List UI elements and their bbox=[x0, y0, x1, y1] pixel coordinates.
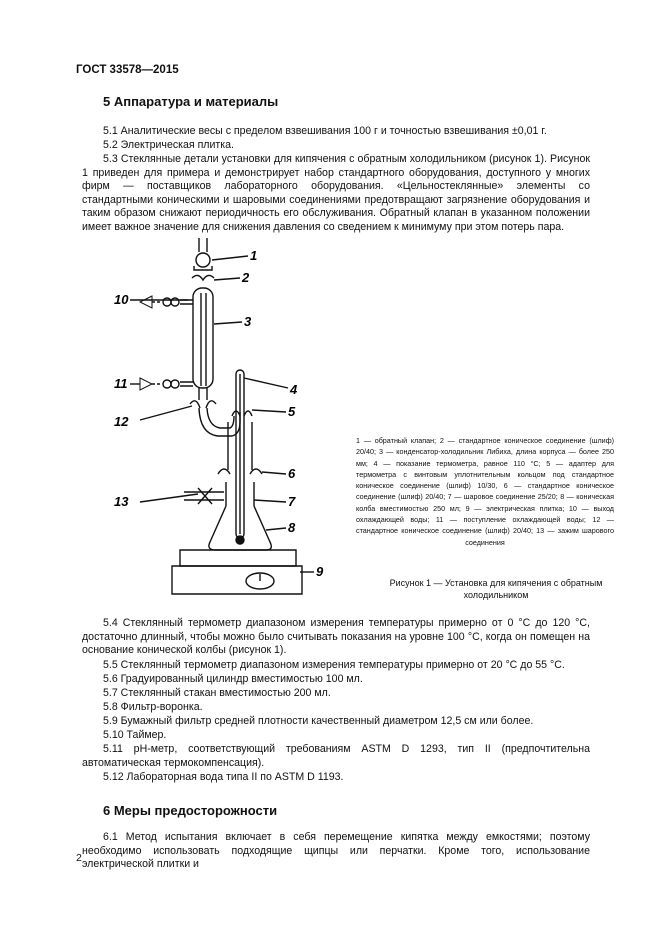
figure-label-2: 2 bbox=[242, 270, 250, 285]
para-5-3: 5.3 Стеклянные детали установки для кипячения с обратным холодильником (рисунок 1). Рисунок 1 приведен для примера и демонстрирует набор стандартного оборудования, доступного у многих фирм — поставщиков лабораторного оборудования. «Цельностеклянные» элементы со стандартными коническими и шаровыми соединениями предотвращают загрязнение оборудования и таким образом снижают периодичность его обслуживания. Обратный клапан в указанном положении имеет важное значение для снижения давления со сведением к минимуму при этом потерь пара. bbox=[82, 153, 590, 233]
figure-caption: 1 — обратный клапан; 2 — стандартное коническое соединение (шлиф) 20/40; 3 — конденсатор-холодильник Либиха, длина корпуса — более 250 мм; 4 — показание термометра, равное 110 °С; 5 — адаптер для термометра с винтовым уплотнительным кольцом под стандартное коническое соединение (шлиф) 10/30, 6 — стандартное коническое соединение (шлиф) 20/40; 7 — шаровое соединение 25/20; 8 — коническая колба вместимостью 250 мл; 9 — электрическая плитка; 10 — выход охлаждающей воды; 11 — поступление охлаждающей воды; 12 — стандартное коническое соединение (шлиф) 20/40; 13 — зажим шарового соединения bbox=[356, 436, 614, 547]
para-5-2: 5.2 Электрическая плитка. bbox=[103, 139, 234, 151]
para-5-12: 5.12 Лабораторная вода типа II по ASTM D 1193. bbox=[103, 771, 344, 783]
figure-label-13: 13 bbox=[114, 494, 129, 509]
page-number: 2 bbox=[76, 852, 82, 864]
section-5-title: 5 Аппаратура и материалы bbox=[103, 94, 279, 109]
para-6-1: 6.1 Метод испытания включает в себя перемещение кипятка между емкостями; поэтому необходимо использовать подходящие щипцы или перчатки. Кроме того, использование электрической плитки и bbox=[82, 831, 590, 871]
figure-label-7: 7 bbox=[288, 494, 296, 509]
para-5-11: 5.11 pH-метр, соответствующий требованиям ASTM D 1293, тип II (предпочтительна автоматическая термокомпенсация). bbox=[82, 743, 590, 769]
para-5-1: 5.1 Аналитические весы с пределом взвешивания 100 г и точностью взвешивания ±0,01 г. bbox=[103, 125, 547, 137]
figure-label-9: 9 bbox=[316, 564, 324, 579]
figure-label-8: 8 bbox=[288, 520, 296, 535]
para-5-10: 5.10 Таймер. bbox=[103, 729, 167, 741]
section-6-title: 6 Меры предосторожности bbox=[103, 803, 278, 818]
para-5-4: 5.4 Стеклянный термометр диапазоном измерения температуры примерно от 0 °С до 120 °С, достаточно длинный, чтобы можно было считывать показания на уровне 100 °С, когда он помещен на основание конической колбы (рисунок 1). bbox=[82, 617, 590, 657]
figure-label-12: 12 bbox=[114, 414, 129, 429]
figure-label-10: 10 bbox=[114, 292, 129, 307]
figure-label-4: 4 bbox=[290, 382, 298, 397]
document-header: ГОСТ 33578—2015 bbox=[76, 64, 179, 76]
figure-label-6: 6 bbox=[288, 466, 296, 481]
reflux-apparatus-figure bbox=[100, 238, 340, 600]
para-5-5: 5.5 Стеклянный термометр диапазоном измерения температуры примерно от 20 °С до 55 °С. bbox=[103, 659, 565, 671]
para-5-6: 5.6 Градуированный цилиндр вместимостью 100 мл. bbox=[103, 673, 363, 685]
para-5-8: 5.8 Фильтр-воронка. bbox=[103, 701, 203, 713]
para-5-9: 5.9 Бумажный фильтр средней плотности качественный диаметром 12,5 см или более. bbox=[103, 715, 534, 727]
figure-label-3: 3 bbox=[244, 314, 252, 329]
figure-label-5: 5 bbox=[288, 404, 296, 419]
figure-label-1: 1 bbox=[250, 248, 258, 263]
figure-title: Рисунок 1 — Установка для кипячения с обратным холодильником bbox=[389, 578, 603, 600]
figure-label-11: 11 bbox=[114, 376, 128, 391]
para-5-7: 5.7 Стеклянный стакан вместимостью 200 мл. bbox=[103, 687, 331, 699]
